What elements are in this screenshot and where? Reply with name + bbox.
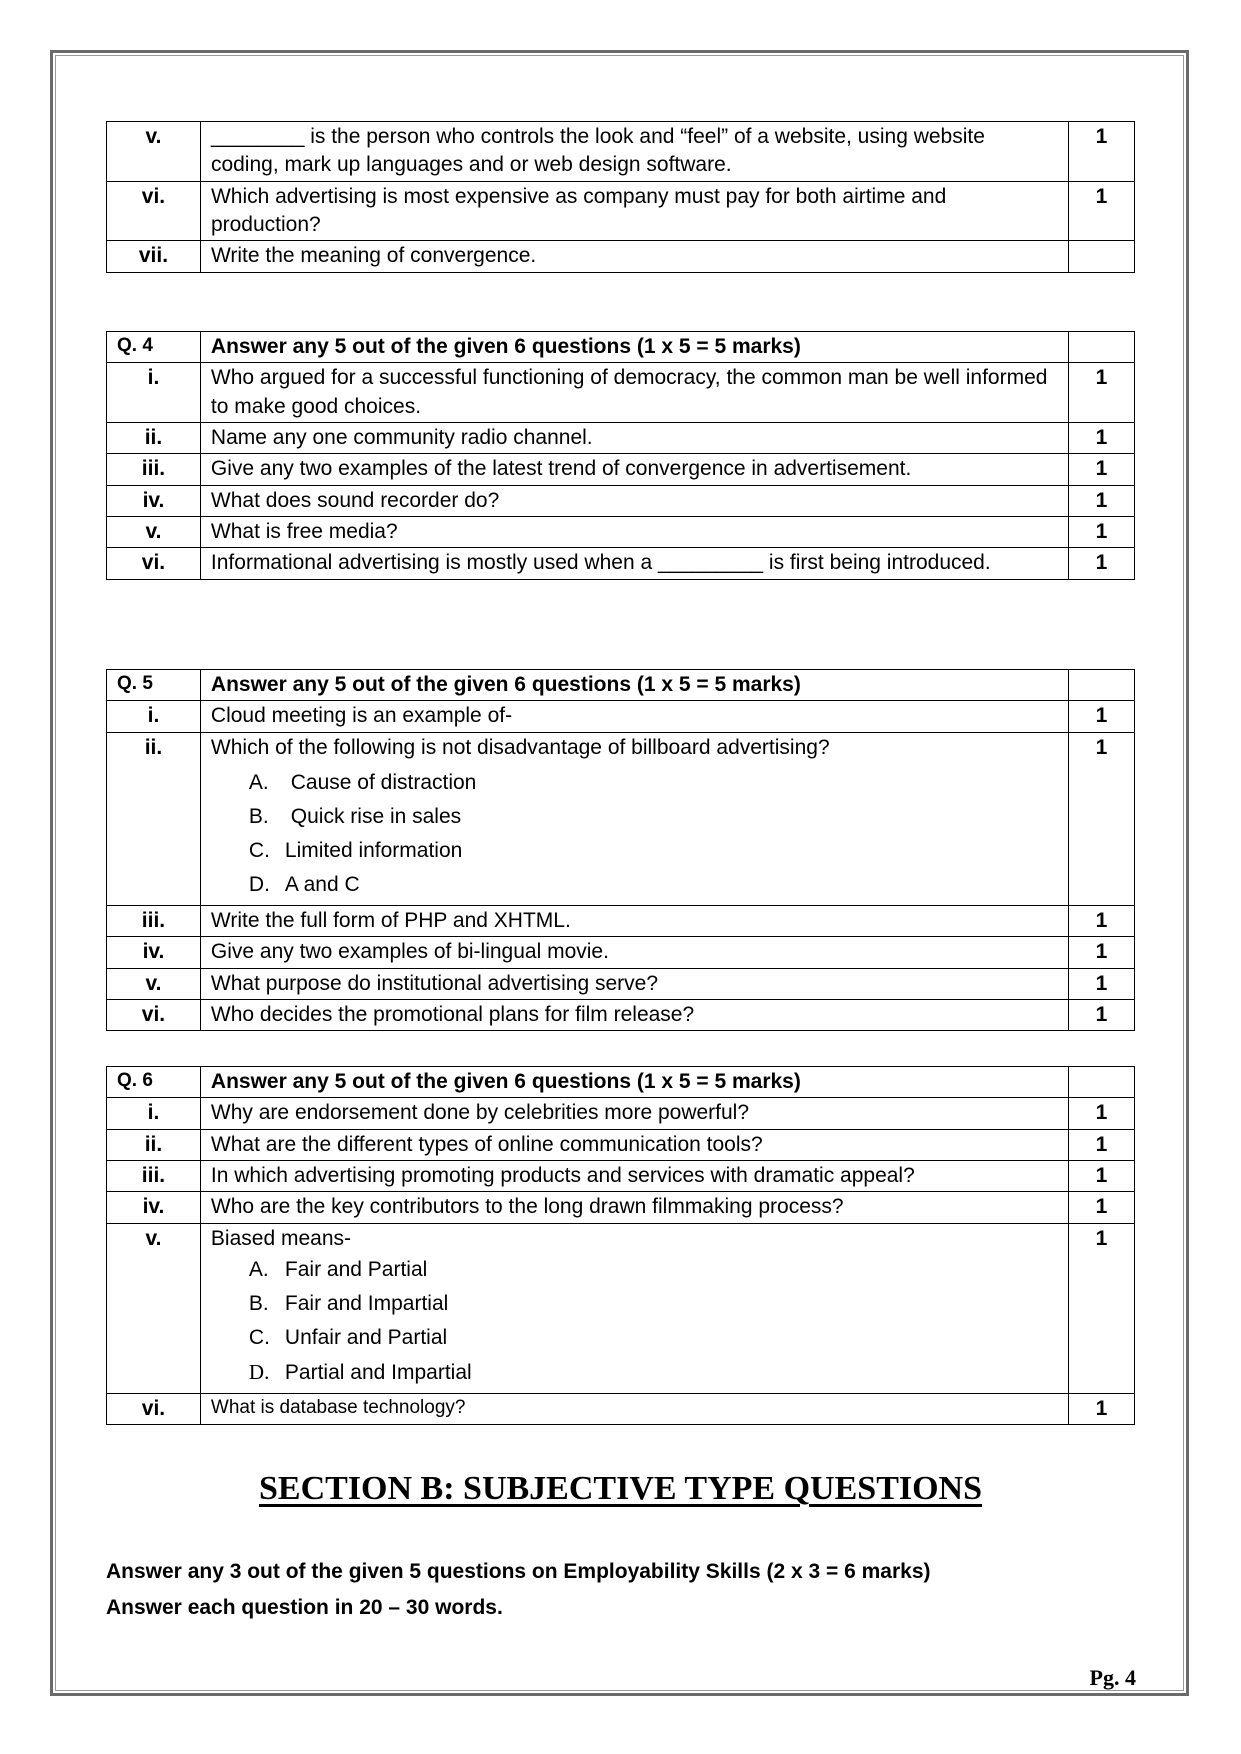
question-marks: 1 [1069, 454, 1135, 485]
table-row [107, 423, 1135, 454]
question-number: v. [107, 1223, 201, 1393]
question-label: Q. 5 [107, 670, 201, 701]
question-marks [1069, 1067, 1135, 1098]
question-marks: 1 [1069, 1223, 1135, 1393]
question-number: iv. [107, 485, 201, 516]
question-marks: 1 [1069, 1192, 1135, 1223]
section-instruction: Answer each question in 20 – 30 words. [106, 1596, 503, 1619]
question-text: What purpose do institutional advertising serve? [200, 968, 1068, 999]
question-marks [1069, 670, 1135, 701]
table-row [107, 701, 1135, 732]
table-row [107, 181, 1135, 241]
table-row [107, 906, 1135, 937]
table-row [107, 1192, 1135, 1223]
option-text: Fair and Impartial [284, 1292, 449, 1316]
option-letter: A. [248, 771, 269, 795]
question-heading: Answer any 5 out of the given 6 questions (1 x 5 = 5 marks) [200, 1067, 1068, 1098]
question-text: Name any one community radio channel. [200, 423, 1068, 454]
question-marks: 1 [1069, 181, 1135, 241]
question-marks: 1 [1069, 548, 1135, 579]
question-marks: 1 [1069, 968, 1135, 999]
question-number: v. [107, 122, 201, 182]
options-list [249, 766, 1058, 902]
option-letter: C. [248, 1326, 270, 1350]
question-number: iii. [107, 906, 201, 937]
question-text-with-options [200, 732, 1068, 905]
question-marks [1069, 241, 1135, 272]
table-header-row [107, 670, 1135, 701]
question-number: i. [107, 701, 201, 732]
option-item [249, 800, 1058, 834]
question-text: Cloud meeting is an example of- [200, 701, 1068, 732]
question-number: i. [107, 363, 201, 423]
question-number: ii. [107, 423, 201, 454]
option-item [249, 766, 1058, 800]
option-text: A and C [284, 873, 360, 897]
question-text: Give any two examples of the latest trend of convergence in advertisement. [200, 454, 1068, 485]
question-text: What is free media? [200, 517, 1068, 548]
table-header-row [107, 1067, 1135, 1098]
options-list [249, 1253, 1058, 1390]
question-number: vi. [107, 1000, 201, 1031]
option-item [249, 1355, 1058, 1390]
question-text: Which of the following is not disadvantage of billboard advertising? [210, 735, 830, 759]
table-row [107, 732, 1135, 905]
question-marks: 1 [1069, 1098, 1135, 1129]
question-number: vii. [107, 241, 201, 272]
table-row [107, 363, 1135, 423]
question-marks: 1 [1069, 517, 1135, 548]
table-row [107, 517, 1135, 548]
table-row [107, 1098, 1135, 1129]
table-row [107, 937, 1135, 968]
question-text: Give any two examples of bi-lingual movie. [200, 937, 1068, 968]
table-row [107, 548, 1135, 579]
table-row [107, 241, 1135, 272]
question-marks: 1 [1069, 906, 1135, 937]
option-letter: B. [248, 805, 269, 829]
question-heading: Answer any 5 out of the given 6 questions (1 x 5 = 5 marks) [200, 670, 1068, 701]
option-text: Unfair and Partial [284, 1326, 448, 1350]
question-number: ii. [107, 1129, 201, 1160]
section-instruction: Answer any 3 out of the given 5 questions on Employability Skills (2 x 3 = 6 marks) [106, 1560, 931, 1583]
question-text: Who argued for a successful functioning of democracy, the common man be well informed to make good choices. [200, 363, 1068, 423]
table-header-row [107, 332, 1135, 363]
option-text: Limited information [284, 839, 463, 863]
question-heading: Answer any 5 out of the given 6 questions (1 x 5 = 5 marks) [200, 332, 1068, 363]
question-table-q4 [106, 331, 1135, 580]
option-text: Cause of distraction [290, 771, 477, 795]
question-number: i. [107, 1098, 201, 1129]
question-marks: 1 [1069, 1000, 1135, 1031]
question-text: Who are the key contributors to the long drawn filmmaking process? [200, 1192, 1068, 1223]
option-letter: D. [248, 873, 270, 897]
question-text: Which advertising is most expensive as company must pay for both airtime and production? [200, 181, 1068, 241]
option-item [249, 1253, 1058, 1287]
question-marks: 1 [1069, 423, 1135, 454]
question-number: iv. [107, 1192, 201, 1223]
question-number: vi. [107, 1394, 201, 1425]
question-text: Informational advertising is mostly used when a _________ is first being introduced. [200, 548, 1068, 579]
question-text: Write the meaning of convergence. [200, 241, 1068, 272]
section-title: SECTION B: SUBJECTIVE TYPE QUESTIONS [258, 1470, 983, 1507]
question-number: iii. [107, 454, 201, 485]
question-text: Write the full form of PHP and XHTML. [200, 906, 1068, 937]
table-row [107, 1223, 1135, 1393]
question-marks: 1 [1069, 1161, 1135, 1192]
question-text: What are the different types of online communication tools? [200, 1129, 1068, 1160]
question-table-q3-continued [106, 121, 1135, 273]
table-row [107, 1161, 1135, 1192]
question-number: vi. [107, 181, 201, 241]
question-number: iv. [107, 937, 201, 968]
question-marks: 1 [1069, 363, 1135, 423]
question-number: ii. [107, 732, 201, 905]
table-row [107, 968, 1135, 999]
question-marks: 1 [1069, 485, 1135, 516]
option-letter: B. [248, 1292, 269, 1316]
option-item [249, 1287, 1058, 1321]
question-marks: 1 [1069, 732, 1135, 905]
question-table-q6 [106, 1066, 1135, 1425]
table-row [107, 454, 1135, 485]
option-text: Partial and Impartial [284, 1361, 472, 1385]
question-text: What does sound recorder do? [200, 485, 1068, 516]
option-item [249, 868, 1058, 902]
table-row [107, 1394, 1135, 1425]
question-marks: 1 [1069, 122, 1135, 182]
question-marks: 1 [1069, 937, 1135, 968]
question-marks: 1 [1069, 1129, 1135, 1160]
table-row [107, 485, 1135, 516]
table-row [107, 122, 1135, 182]
question-text: Why are endorsement done by celebrities more powerful? [200, 1098, 1068, 1129]
question-marks: 1 [1069, 701, 1135, 732]
option-letter: D. [248, 1360, 270, 1385]
option-letter: C. [248, 839, 270, 863]
question-marks: 1 [1069, 1394, 1135, 1425]
table-row [107, 1129, 1135, 1160]
question-number: iii. [107, 1161, 201, 1192]
option-text: Fair and Partial [284, 1258, 428, 1282]
question-text: What is database technology? [200, 1394, 1068, 1425]
table-row [107, 1000, 1135, 1031]
question-number: v. [107, 517, 201, 548]
question-label: Q. 6 [107, 1067, 201, 1098]
option-item [249, 1321, 1058, 1355]
question-text-with-options [200, 1223, 1068, 1393]
question-text: ________ is the person who controls the look and “feel” of a website, using website coding, mark up languages and or web design software. [200, 122, 1068, 182]
option-item [249, 834, 1058, 868]
question-marks [1069, 332, 1135, 363]
question-table-q5 [106, 669, 1135, 1031]
question-text: Biased means- [210, 1226, 351, 1250]
option-letter: A. [248, 1258, 269, 1282]
question-text: In which advertising promoting products and services with dramatic appeal? [200, 1161, 1068, 1192]
page-number: Pg. 4 [1089, 1665, 1136, 1690]
question-label: Q. 4 [107, 332, 201, 363]
option-text: Quick rise in sales [290, 805, 462, 829]
question-number: vi. [107, 548, 201, 579]
question-text: Who decides the promotional plans for film release? [200, 1000, 1068, 1031]
question-number: v. [107, 968, 201, 999]
